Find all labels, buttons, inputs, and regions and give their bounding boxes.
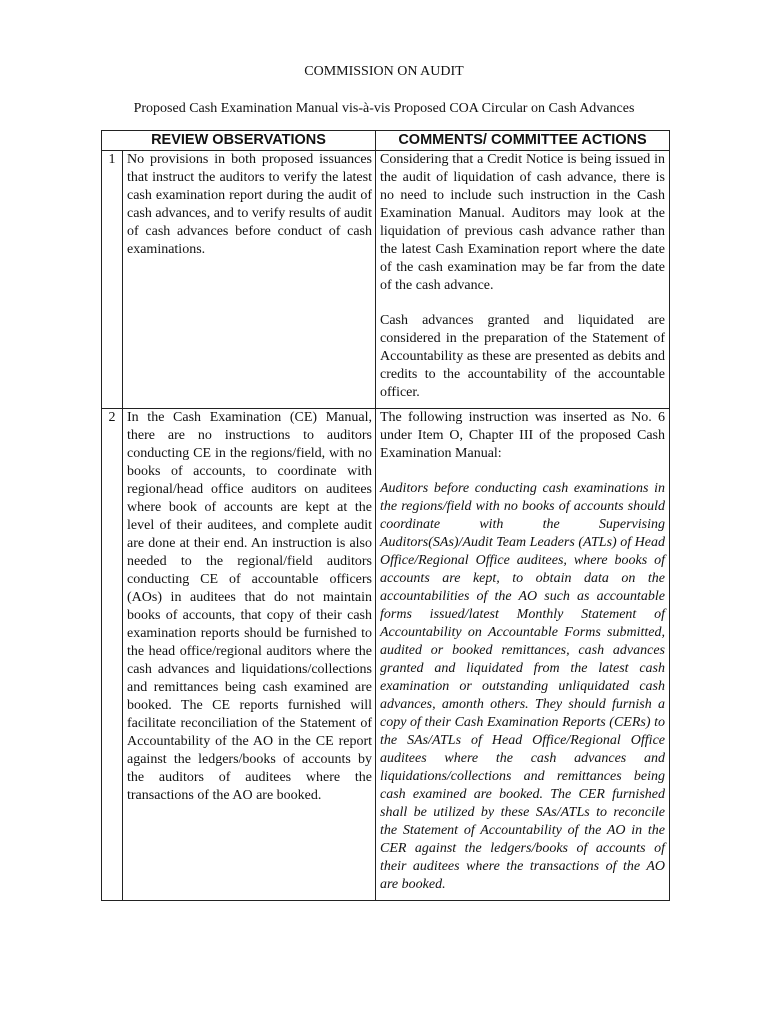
action-paragraph: Considering that a Credit Notice is being issued in the audit of liquidation of cash advance, there is no need to include such instruction in the Cash Examination Manual. Auditors may look at the liquidation of previous cash advance rather than the latest Cash Examination report where the date of the cash examination may be far from the date of the cash advance.: [380, 152, 665, 293]
observation-text: In the Cash Examination (CE) Manual, there are no instructions to auditors conducting CE in the regions/field, with no books of accounts, to coordinate with regional/head office auditors on auditees where book of accounts are kept at the level of their auditees, and complete audit are done at their end. An instruction is also needed to the regional/field auditors conducting CE of accountable officers (AOs) in auditees that do not maintain books of accounts, that copy of their cash examination reports should be furnished to the head office/regional auditors where the cash advances and liquidations/collections and remittances being cash examined are booked. The CE reports furnished will facilitate reconciliation of the Statement of Accountability of the AO in the CE report against the ledgers/books of accounts by the auditors of auditees where the transactions of the AO are booked.: [127, 410, 372, 803]
observation-text: No provisions in both proposed issuances that instruct the auditors to verify the latest cash examination report during the audit of cash advances, and to verify results of audit of cash advances before conduct of cash examinations.: [127, 152, 372, 257]
table-header-row: [102, 131, 670, 151]
document-title: COMMISSION ON AUDIT: [304, 64, 464, 79]
action-paragraph: Cash advances granted and liquidated are considered in the preparation of the Statement of Accountability as these are presented as debits and credits to the accountability of the accountable officer.: [380, 313, 665, 400]
row-action: [376, 151, 670, 409]
review-table: [101, 130, 670, 901]
header-comments-committee-actions: COMMENTS/ COMMITTEE ACTIONS: [376, 131, 670, 151]
row-number: 2: [102, 409, 123, 901]
header-review-observations: REVIEW OBSERVATIONS: [102, 131, 376, 151]
table-row: [102, 151, 670, 409]
row-observation: [123, 151, 376, 409]
table-row: [102, 409, 670, 901]
document-subtitle: Proposed Cash Examination Manual vis-à-vis Proposed COA Circular on Cash Advances: [133, 101, 635, 116]
row-observation: [123, 409, 376, 901]
action-paragraph: The following instruction was inserted as No. 6 under Item O, Chapter III of the proposed Cash Examination Manual:: [380, 410, 665, 461]
row-number: 1: [102, 151, 123, 409]
row-action: [376, 409, 670, 901]
action-paragraph-italic: Auditors before conducting cash examinations in the regions/field with no books of accounts should coordinate with the Supervising Auditors(SAs)/Audit Team Leaders (ATLs) of Head Office/Regional Office auditees, where books of accounts are kept, to obtain data on the accountabilities of the AO such as accountable forms issued/latest Monthly Statement of Accountability on Accountable Forms submitted, audited or booked remittances, cash advances granted and liquidated from the latest cash examination or outstanding unliquidated cash advances, amonth others. They should furnish a copy of their Cash Examination Reports (CERs) to the SAs/ATLs of Head Office/Regional Office auditees where the cash advances and liquidations/collections and remittances being cash examined are booked. The CER furnished shall be utilized by these SAs/ATLs to reconcile the Statement of Accountability of the AO in the CER against the ledgers/books of accounts of their auditees where the transactions of the AO are booked.: [380, 481, 665, 892]
